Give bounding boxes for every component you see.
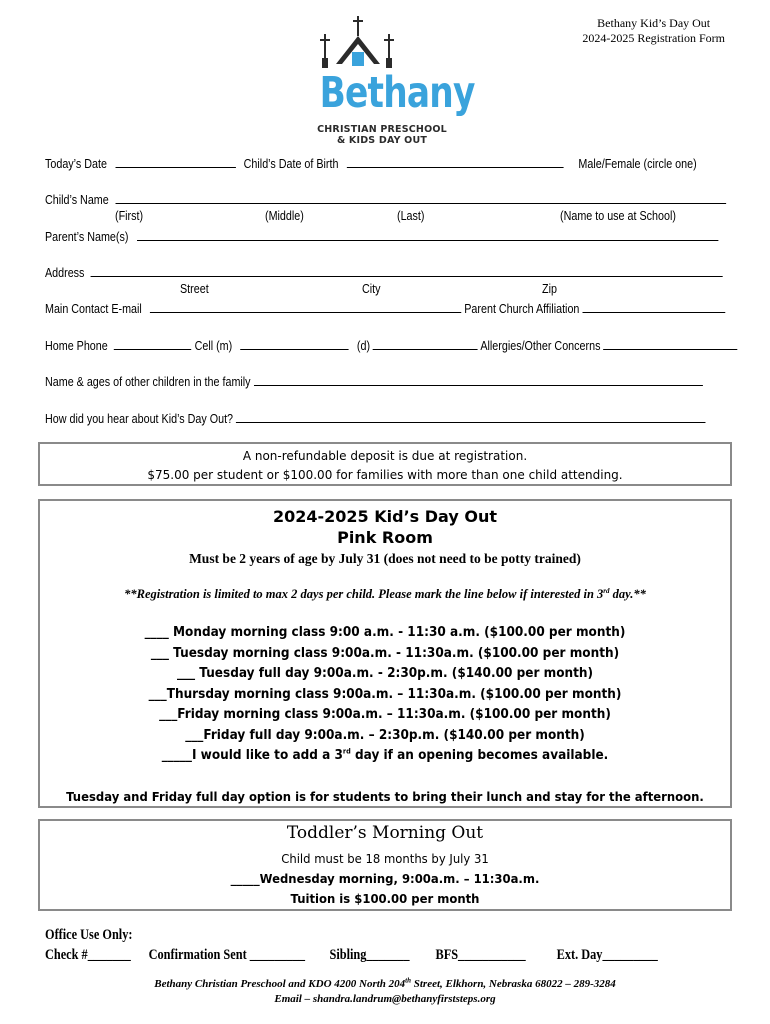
footer-address xyxy=(0,977,770,991)
last-name-caption: (Last) xyxy=(397,209,425,223)
class-option[interactable]: ___ Tuesday morning class 9:00a.m. - 11:30a.m. ($100.00 per month) xyxy=(150,645,620,661)
cell-m-label: Cell (m) xyxy=(194,339,233,353)
cell-d-label: (d) xyxy=(356,339,371,353)
how-hear-label: How did you hear about Kid’s Day Out? xyxy=(45,412,234,426)
allergies-label: Allergies/Other Concerns xyxy=(480,339,601,353)
logo-subtitle xyxy=(300,124,464,146)
allergies-field[interactable] xyxy=(603,337,737,350)
bethany-logo xyxy=(300,12,475,147)
childs-name-row xyxy=(45,191,726,207)
pink-room-title: 2024-2025 Kid’s Day Out xyxy=(272,507,497,526)
middle-name-caption: (Middle) xyxy=(265,209,304,223)
toddler-tuition: Tuition is $100.00 per month xyxy=(290,891,480,906)
main-email-field[interactable] xyxy=(150,300,461,313)
city-caption: City xyxy=(362,282,381,296)
email-row xyxy=(45,300,725,316)
ext-day-field[interactable]: Ext. Day_________ xyxy=(556,947,658,963)
deposit-notice-box xyxy=(38,442,732,486)
toddler-title: Toddler’s Morning Out xyxy=(286,823,484,843)
third-day-option[interactable] xyxy=(64,746,706,767)
class-option[interactable]: ___Friday morning class 9:00a.m. – 11:30a.m. ($100.00 per month) xyxy=(159,707,611,722)
main-email-label: Main Contact E-mail xyxy=(45,302,142,316)
pink-room-box xyxy=(38,499,732,808)
toddler-box xyxy=(38,819,732,911)
logo-subtitle-line-2: & KIDS DAY OUT xyxy=(336,135,428,146)
footer-superscript: th xyxy=(405,976,411,985)
school-name-caption: (Name to use at School) xyxy=(560,209,676,223)
todays-date-field[interactable] xyxy=(115,155,235,168)
deposit-line-2: $75.00 per student or $100.00 for families with more than one child attending. xyxy=(147,468,623,482)
toddler-class-option[interactable]: _____Wednesday morning, 9:00a.m. – 11:30a.m. xyxy=(230,871,540,886)
parents-names-row xyxy=(45,228,718,244)
form-header xyxy=(582,16,725,46)
third-day-text: _____I would like to add a 3 xyxy=(161,748,343,763)
male-female-label[interactable]: Male/Female (circle one) xyxy=(578,157,697,171)
logo-wordmark: Bethany xyxy=(319,68,475,118)
confirmation-sent-field[interactable]: Confirmation Sent _________ xyxy=(148,947,306,963)
parents-names-label: Parent’s Name(s) xyxy=(45,230,129,244)
childs-dob-field[interactable] xyxy=(347,155,564,168)
office-use-row xyxy=(45,947,658,964)
header-line-1: Bethany Kid’s Day Out xyxy=(597,16,711,30)
footer-address-text: Bethany Christian Preschool and KDO 4200 North 204 xyxy=(154,978,406,990)
zip-caption: Zip xyxy=(542,282,557,296)
header-line-2: 2024-2025 Registration Form xyxy=(582,31,725,45)
class-option[interactable]: ___Thursday morning class 9:00a.m. – 11:30a.m. ($100.00 per month) xyxy=(148,686,622,702)
church-affiliation-label: Parent Church Affiliation xyxy=(464,302,580,316)
class-option[interactable]: ___ Tuesday full day 9:00a.m. - 2:30p.m. ($140.00 per month) xyxy=(176,666,594,681)
bfs-field[interactable]: BFS___________ xyxy=(435,947,526,963)
address-label: Address xyxy=(45,266,85,280)
address-row xyxy=(45,264,723,280)
address-field[interactable] xyxy=(91,264,723,277)
office-use-heading: Office Use Only: xyxy=(45,927,133,943)
class-option[interactable]: ___Friday full day 9:00a.m. – 2:30p.m. ($140.00 per month) xyxy=(185,727,585,743)
pink-room-class-list xyxy=(40,623,730,767)
home-phone-label: Home Phone xyxy=(45,339,108,353)
footer-address-end: Street, Elkhorn, Nebraska 68022 – 289-3284 xyxy=(411,978,616,990)
cell-m-field[interactable] xyxy=(240,337,348,350)
limit-note-end: day.** xyxy=(609,587,646,601)
toddler-age-requirement: Child must be 18 months by July 31 xyxy=(281,851,489,866)
how-hear-row xyxy=(45,410,706,426)
sibling-field[interactable]: Sibling_______ xyxy=(329,947,410,963)
class-option[interactable]: ____ Monday morning class 9:00 a.m. - 11:30 a.m. ($100.00 per month) xyxy=(144,625,626,640)
other-children-field[interactable] xyxy=(254,373,703,386)
limit-note-text: **Registration is limited to max 2 days per child. Please mark the line below if interested in 3 xyxy=(124,587,604,601)
third-day-end: day if an opening becomes available. xyxy=(350,748,609,763)
logo-subtitle-line-1: CHRISTIAN PRESCHOOL xyxy=(317,124,447,135)
phone-row xyxy=(45,337,738,353)
childs-name-label: Child’s Name xyxy=(45,193,109,207)
pink-room-subtitle: Pink Room xyxy=(337,528,433,547)
first-name-caption: (First) xyxy=(115,209,144,223)
todays-date-row xyxy=(45,155,697,171)
childs-dob-label: Child’s Date of Birth xyxy=(243,157,339,171)
third-day-superscript: rd xyxy=(342,747,351,756)
pink-room-age-requirement: Must be 2 years of age by July 31 (does not need to be potty trained) xyxy=(189,551,581,566)
full-day-note: Tuesday and Friday full day option is for students to bring their lunch and stay for the afternoon. xyxy=(66,789,704,804)
deposit-line-1: A non-refundable deposit is due at registration. xyxy=(242,449,528,463)
street-caption: Street xyxy=(180,282,209,296)
how-hear-field[interactable] xyxy=(236,410,706,423)
footer-email[interactable]: Email – shandra.landrum@bethanyfirststeps.org xyxy=(274,993,496,1005)
other-children-row xyxy=(45,373,702,389)
check-number-field[interactable]: Check #_______ xyxy=(45,947,131,963)
cell-d-field[interactable] xyxy=(373,337,478,350)
home-phone-field[interactable] xyxy=(114,337,191,350)
pink-room-limit-note xyxy=(40,587,730,602)
parents-names-field[interactable] xyxy=(137,228,718,241)
other-children-label: Name & ages of other children in the family xyxy=(45,375,251,389)
church-affiliation-field[interactable] xyxy=(582,300,725,313)
childs-name-field[interactable] xyxy=(115,191,726,204)
limit-note-superscript: rd xyxy=(603,586,610,595)
todays-date-label: Today’s Date xyxy=(45,157,107,171)
